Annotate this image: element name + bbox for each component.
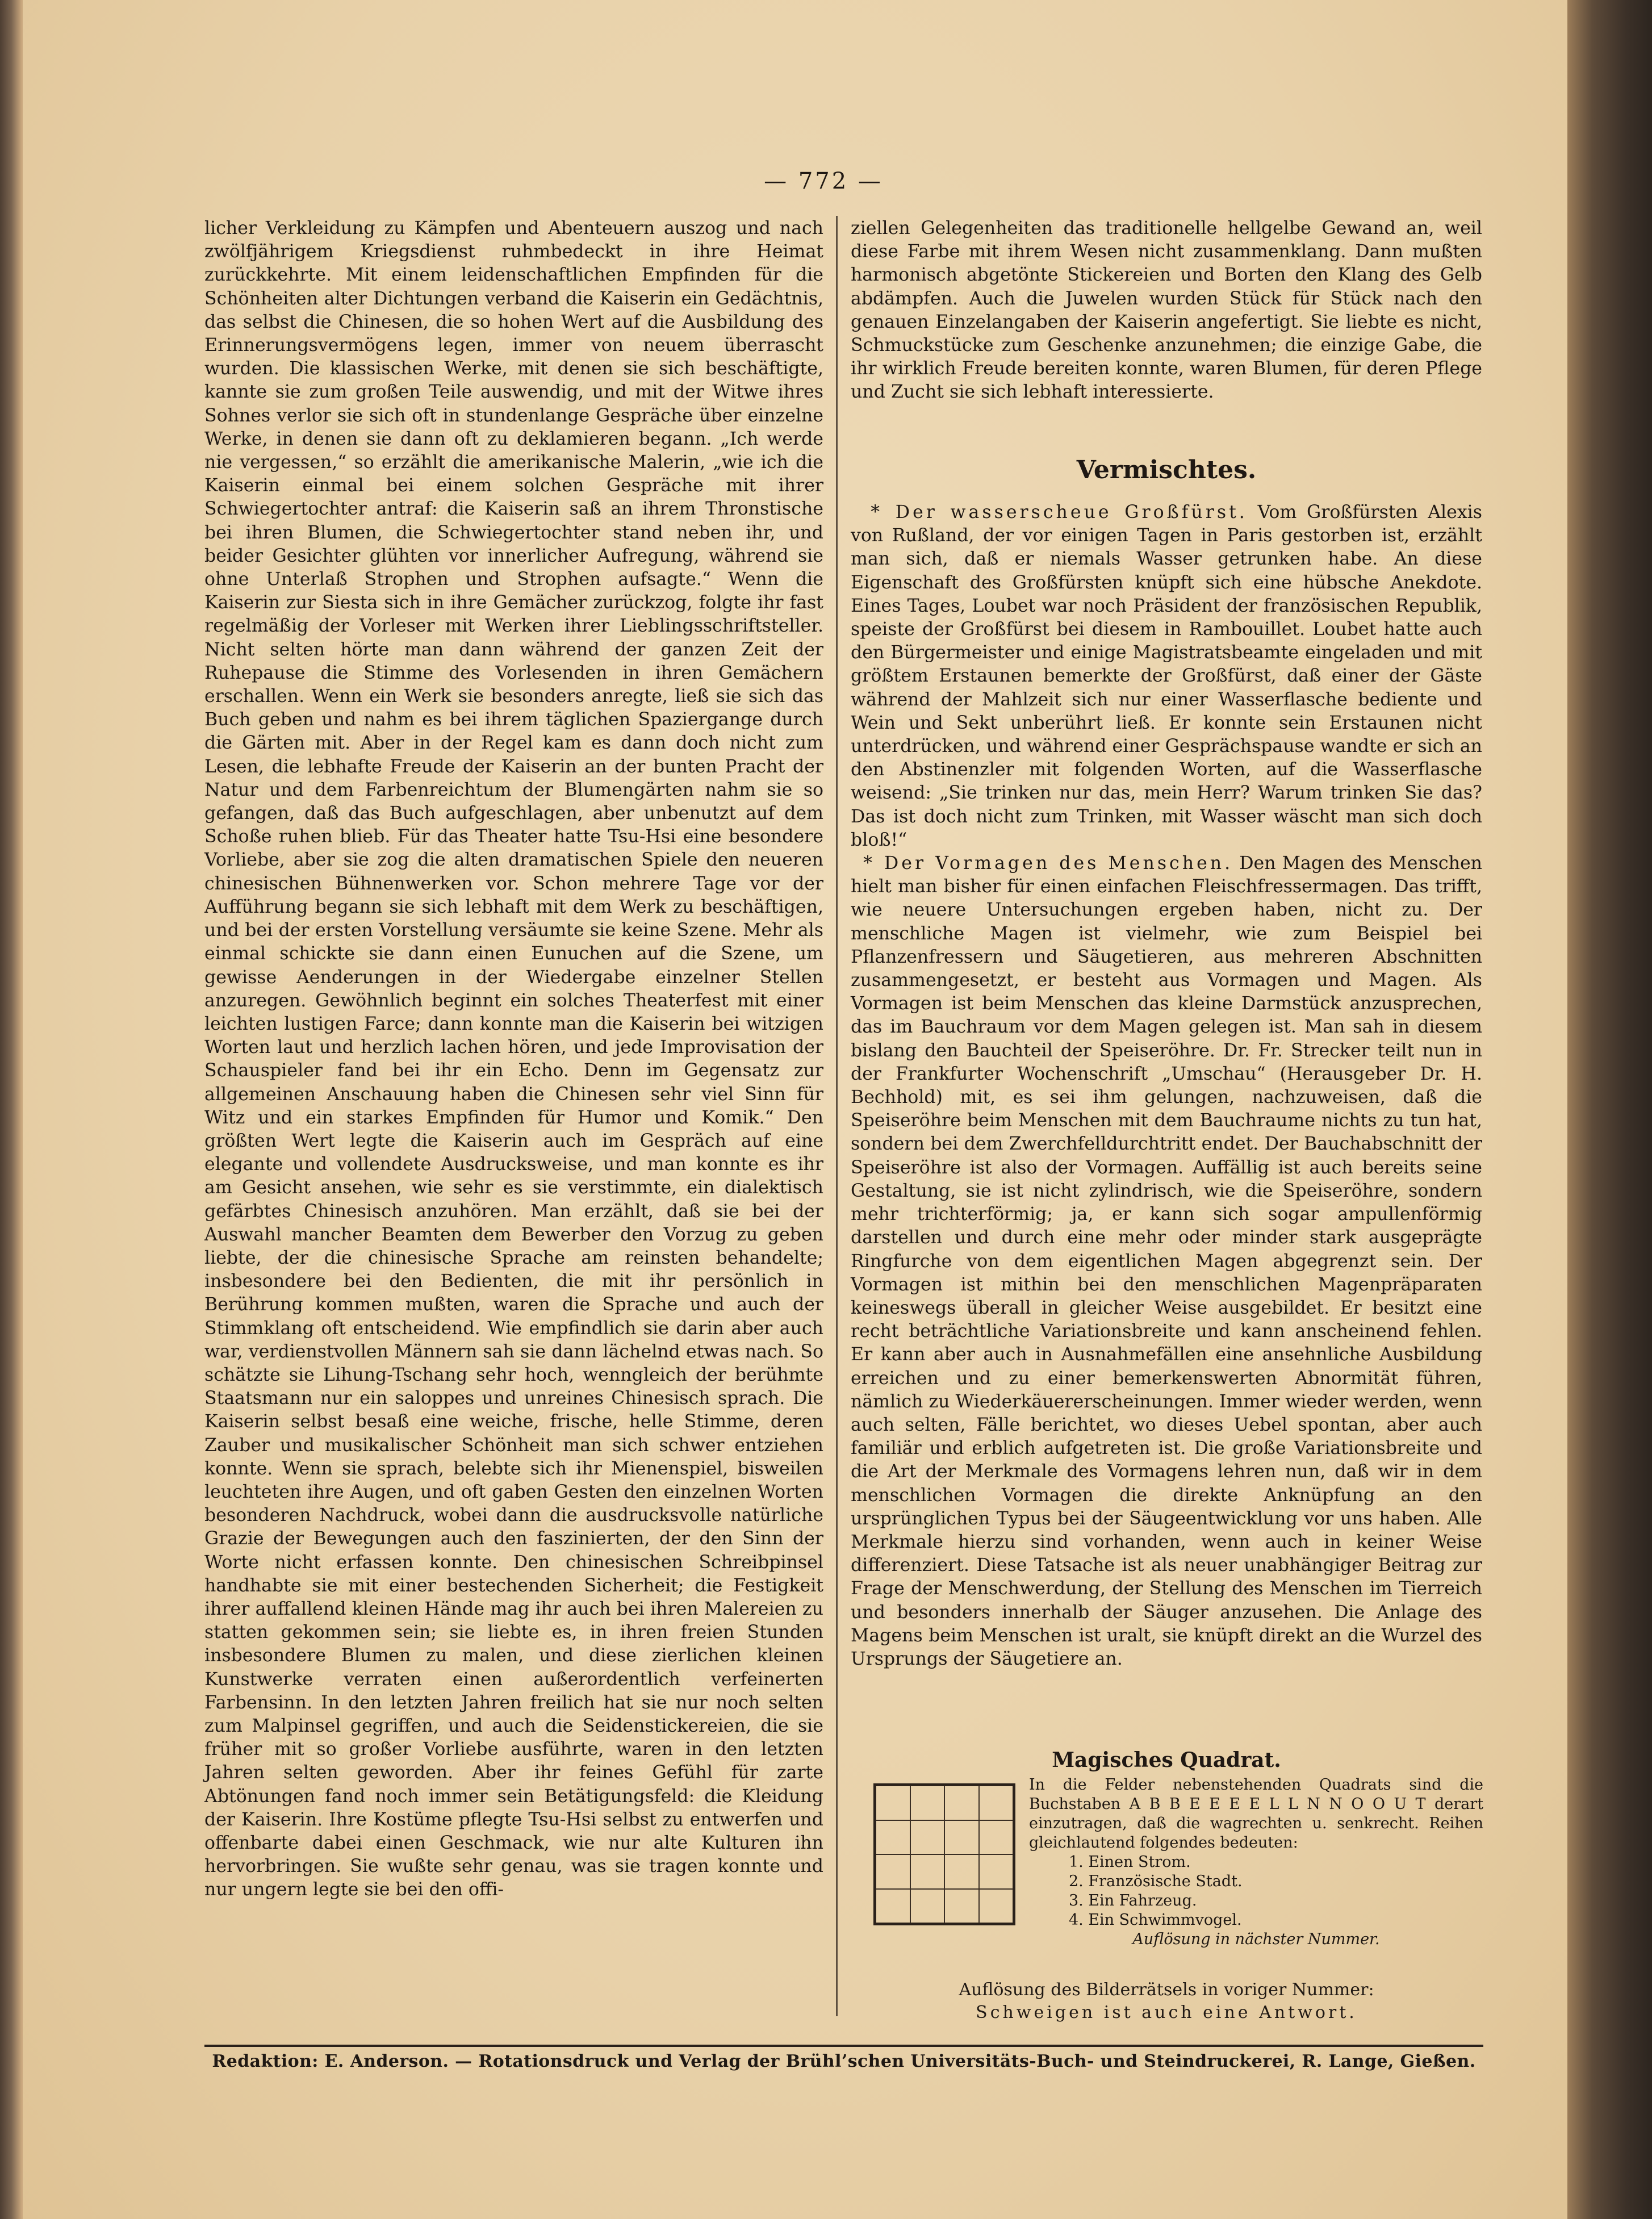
right-column-continuation bbox=[851, 217, 1482, 404]
continuation-text: ziellen Gelegenheiten das traditionelle hellgelbe Gewand an, weil diese Farbe mit ihrem Wesen nicht zusammenklang. Dann mußten harmonisch abgetönte Stickereien und Borten den Klang des Gelb abdämpfen. Auch die Juwelen wurden Stück für Stück nach den genauen Einzelangaben der Kaiserin angefertigt. Sie liebte es nicht, Schmuckstücke zum Geschenke anzunehmen; die einzige Gabe, die ihr wirklich Freude bereiten konnte, waren Blumen, für deren Pflege und Zucht sie sich lebhaft interessierte. bbox=[851, 218, 1482, 403]
solution-note: Auflösung in nächster Nummer. bbox=[1132, 1930, 1380, 1948]
grid-cell bbox=[979, 1889, 1014, 1924]
article-lead: * Der wasserscheue Großfürst. bbox=[871, 502, 1248, 523]
magic-square-title: Magisches Quadrat. bbox=[1052, 1748, 1281, 1772]
grid-cell bbox=[876, 1889, 910, 1924]
clue-item: 4. Ein Schwimmvogel. bbox=[1069, 1911, 1242, 1929]
article-lead: * Der Vormagen des Menschen. bbox=[863, 853, 1233, 874]
book-edge bbox=[1567, 0, 1652, 2219]
miscellany-articles bbox=[851, 501, 1482, 1671]
grid-cell bbox=[979, 1820, 1014, 1855]
magic-square-clues bbox=[1029, 1853, 1483, 1930]
grid-cell bbox=[910, 1786, 945, 1820]
magic-square-instructions bbox=[1029, 1775, 1483, 1949]
clue-item: 2. Französische Stadt. bbox=[1069, 1873, 1243, 1890]
grid-cell bbox=[979, 1786, 1014, 1820]
footer-rule bbox=[204, 2045, 1483, 2047]
grid-cell bbox=[944, 1854, 979, 1889]
left-column bbox=[204, 217, 823, 1902]
page-number: — 772 — bbox=[764, 168, 883, 194]
article-vormagen bbox=[851, 852, 1482, 1671]
grid-cell bbox=[910, 1820, 945, 1855]
column-divider bbox=[836, 216, 838, 2016]
grid-cell bbox=[979, 1854, 1014, 1889]
grid-cell bbox=[944, 1786, 979, 1820]
magic-square-grid bbox=[873, 1783, 1015, 1925]
puzzle-solution bbox=[851, 1979, 1482, 2024]
clue-item: 3. Ein Fahrzeug. bbox=[1069, 1892, 1197, 1909]
article-grossfuerst bbox=[851, 501, 1482, 852]
left-column-text: licher Verkleidung zu Kämpfen und Abenteuern auszog und nach zwölfjährigem Kriegsdienst ruhmbedeckt in ihre Heimat zurückkehrte. Mit einem leidenschaftlichen Empfinden für die Schönheiten alter Dichtungen verband die Kaiserin ein Gedächtnis, das selbst die Chinesen, die so hohen Wert auf die Ausbildung des Erinnerungsvermögens legen, immer von neuem überrascht wurden. Die klassischen Werke, mit denen sie sich beschäftigte, kannte sie zum großen Teile auswendig, und mit der Witwe ihres Sohnes verlor sie sich oft in stundenlange Gespräche über einzelne Werke, in denen sie dann oft zu deklamieren begann. „Ich werde nie vergessen,“ so erzählt die amerikanische Malerin, „wie ich die Kaiserin einmal bei einem solchen Gespräche mit ihrer Schwiegertochter antraf: die Kaiserin saß an ihrem Thronstische bei ihren Blumen, die Schwiegertochter stand neben ihr, und beider Gesichter glühten vor innerlicher Aufregung, während sie ohne Unterlaß Strophen und Strophen aufsagte.“ Wenn die Kaiserin zur Siesta sich in ihre Gemächer zurückzog, folgte ihr fast regelmäßig der Vorleser mit Werken ihrer Lieblingsschriftsteller. Nicht selten hörte man dann während der ganzen Zeit der Ruhepause die Stimme des Vorlesenden in ihren Gemächern erschallen. Wenn ein Werk sie besonders anregte, ließ sie sich das Buch geben und nahm es bei ihrem täglichen Spaziergange durch die Gärten mit. Aber in der Regel kam es dann doch nicht zum Lesen, die lebhafte Freude der Kaiserin an der bunten Pracht der Natur und dem Farbenreichtum der Blumengärten nahm sie so gefangen, daß das Buch aufgeschlagen, aber unbenutzt auf dem Schoße ruhen blieb. Für das Theater hatte Tsu-Hsi eine besondere Vorliebe, aber sie zog die alten dramatischen Spiele den neueren chinesischen Bühnenwerken vor. Schon mehrere Tage vor der Aufführung begann sie sich lebhaft mit dem Werk zu beschäftigen, und bei der ersten Vorstellung versäumte sie keine Szene. Mehr als einmal schickte sie dann einen Eunuchen auf die Szene, um gewisse Aenderungen in der Wiedergabe einzelner Stellen anzuregen. Gewöhnlich beginnt ein solches Theaterfest mit einer leichten lustigen Farce; dann konnte man die Kaiserin bei witzigen Worten laut und herzlich lachen hören, und jede Improvisation der Schauspieler fand bei ihr ein Echo. Denn im Gegensatz zur allgemeinen Anschauung haben die Chinesen sehr viel Sinn für Witz und ein starkes Empfinden für Humor und Komik.“ Den größten Wert legte die Kaiserin auch im Gespräch auf eine elegante und vollendete Ausdrucksweise, und man konnte es ihr am Gesicht ansehen, wie sehr es sie verstimmte, ein dialektisch gefärbtes Chinesisch anzuhören. Man erzählt, daß sie bei der Auswahl mancher Beamten dem Bewerber den Vorzug zu geben liebte, der die chinesische Sprache am reinsten behandelte; insbesondere bei den Bedienten, die mit ihr persönlich in Berührung kommen mußten, waren die Sprache und auch der Stimmklang oft entscheidend. Wie empfindlich sie darin aber auch war, verdienstvollen Männern sah sie dann lächelnd etwas nach. So schätzte sie Lihung-Tschang sehr hoch, wenngleich der berühmte Staatsmann nur ein saloppes und unreines Chinesisch sprach. Die Kaiserin selbst besaß eine weiche, frische, helle Stimme, deren Zauber und musikalischer Schönheit man sich schwer entziehen konnte. Wenn sie sprach, belebte sich ihr Mienenspiel, bisweilen leuchteten ihre Augen, und oft gaben Gesten den einzelnen Worten besonderen Nachdruck, wobei dann die ausdrucksvolle natürliche Grazie der Bewegungen auch den faszinierten, der den Sinn der Worte nicht erfassen konnte. Den chinesischen Schreibpinsel handhabte sie mit einer bestechenden Sicherheit; die Festigkeit ihrer auffallend kleinen Hände mag ihr auch bei ihren Malereien zu statten gekommen sein; sie liebte es, in ihren freien Stunden insbesondere Blumen zu malen, und diese zierlichen kleinen Kunstwerke verraten einen außerordentlich verfeinerten Farbensinn. In den letzten Jahren freilich hat sie nur noch selten zum Malpinsel gegriffen, und auch die Seidenstickereien, die sie früher mit so großer Vorliebe ausführte, waren in den letzten Jahren selten geworden. Aber ihr feines Gefühl für zarte Abtönungen fand noch immer sein Betätigungsfeld: die Kleidung der Kaiserin. Ihre Kostüme pflegte Tsu-Hsi selbst zu entwerfen und offenbarte dabei einen Geschmack, wie nur alte Kulturen ihn hervorbringen. Sie wußte sehr genau, was sie tragen konnte und nur ungern legte sie bei den offi- bbox=[204, 218, 823, 1900]
imprint-footer: Redaktion: E. Anderson. — Rotationsdruck und Verlag der Brühl’schen Universitäts-Buch- und Steindruckerei, R. Lange, Gießen. bbox=[212, 2051, 1476, 2071]
puzzle-solution-label: Auflösung des Bilderrätsels in voriger Nummer: bbox=[959, 1980, 1374, 2000]
section-heading: Vermischtes. bbox=[1076, 455, 1257, 484]
grid-cell bbox=[876, 1820, 910, 1855]
magic-square-intro: In die Felder nebenstehenden Quadrats sind die Buchstaben A B B E E E E L L N N O O U T derart einzutragen, daß die wagrechten u. senkrecht. Reihen gleichlautend folgendes bedeuten: bbox=[1029, 1776, 1483, 1852]
grid-cell bbox=[876, 1854, 910, 1889]
article-body: Den Magen des Menschen hielt man bisher für einen einfachen Fleischfressermagen. Das trifft, wie neuere Untersuchungen ergeben haben, nicht zu. Der menschliche Magen ist vielmehr, wie zum Beispiel bei Pflanzenfressern und Säugetieren, aus mehreren Abschnitten zusammengesetzt, er besteht aus Vormagen und Magen. Als Vormagen ist beim Menschen das kleine Darmstück anzusprechen, das im Bauchraum vor dem Magen gelegen ist. Man sah in diesem bislang den Bauchteil der Speiseröhre. Dr. Fr. Strecker teilt nun in der Frankfurter Wochenschrift „Umschau“ (Herausgeber Dr. H. Bechhold) mit, es sei ihm gelungen, nachzuweisen, daß die Speiseröhre beim Menschen mit dem Bauchraume nichts zu tun hat, sondern bei dem Zwerchfelldurchtritt endet. Der Bauchabschnitt der Speiseröhre ist also der Vormagen. Auffällig ist auch bereits seine Gestaltung, sie ist nicht zylindrisch, wie die Speiseröhre, sondern mehr trichterförmig; ja, er kann sich sogar ampullenförmig darstellen und durch eine mehr oder minder stark ausgeprägte Ringfurche von dem eigentlichen Magen abgegrenzt sein. Der Vormagen ist mithin bei den menschlichen Magenpräparaten keineswegs überall in gleicher Weise ausgebildet. Er besitzt eine recht beträchtliche Variationsbreite und kann anscheinend fehlen. Er kann aber auch in Ausnahmefällen eine ansehnliche Ausbildung erreichen und zu einer bemerkenswerten Abnormität führen, nämlich zu Wiederkäuererscheinungen. Immer wieder werden, wenn auch selten, Fälle berichtet, wo dieses Uebel spontan, aber auch familiär und erblich aufgetreten ist. Die große Variationsbreite und die Art der Merkmale des Vormagens lehren nun, daß wir in dem menschlichen Vormagen die direkte Anknüpfung an den ursprünglichen Typus bei der Säugeentwicklung vor uns haben. Alle Merkmale hierzu sind vorhanden, wenn auch in keiner Weise differenziert. Diese Tatsache ist als neuer unabhängiger Beitrag zur Frage der Menschwerdung, der Stellung des Menschen im Tierreich und besonders innerhalb der Säuger anzusehen. Die Anlage des Magens beim Menschen ist uralt, sie knüpft direkt an die Wurzel des Ursprungs der Säugetiere an. bbox=[851, 853, 1482, 1669]
grid-cell bbox=[910, 1854, 945, 1889]
grid-cell bbox=[910, 1889, 945, 1924]
puzzle-solution-answer: Schweigen ist auch eine Antwort. bbox=[976, 2003, 1357, 2022]
grid-cell bbox=[944, 1889, 979, 1924]
grid-cell bbox=[876, 1786, 910, 1820]
clue-item: 1. Einen Strom. bbox=[1069, 1853, 1191, 1871]
grid-cell bbox=[944, 1820, 979, 1855]
article-body: Vom Großfürsten Alexis von Rußland, der vor einigen Tagen in Paris gestorben ist, erzählt man sich, daß er niemals Wasser getrunken habe. An diese Eigenschaft des Großfürsten knüpft sich eine hübsche Anekdote. Eines Tages, Loubet war noch Präsident der französischen Republik, speiste der Großfürst bei diesem in Rambouillet. Loubet hatte auch den Bürgermeister und einige Magistratsbeamte eingeladen und mit größtem Erstaunen bemerkte der Großfürst, daß einer der Gäste während der Mahlzeit sich nur einer Wasserflasche bediente und Wein und Sekt unberührt ließ. Er konnte sein Erstaunen nicht unterdrücken, und während einer Gesprächspause wandte er sich an den Abstinenzler mit folgenden Worten, auf die Wasserflasche weisend: „Sie trinken nur das, mein Herr? Warum trinken Sie das? Das ist doch nicht zum Trinken, mit Wasser wäscht man sich doch bloß!“ bbox=[851, 502, 1482, 850]
